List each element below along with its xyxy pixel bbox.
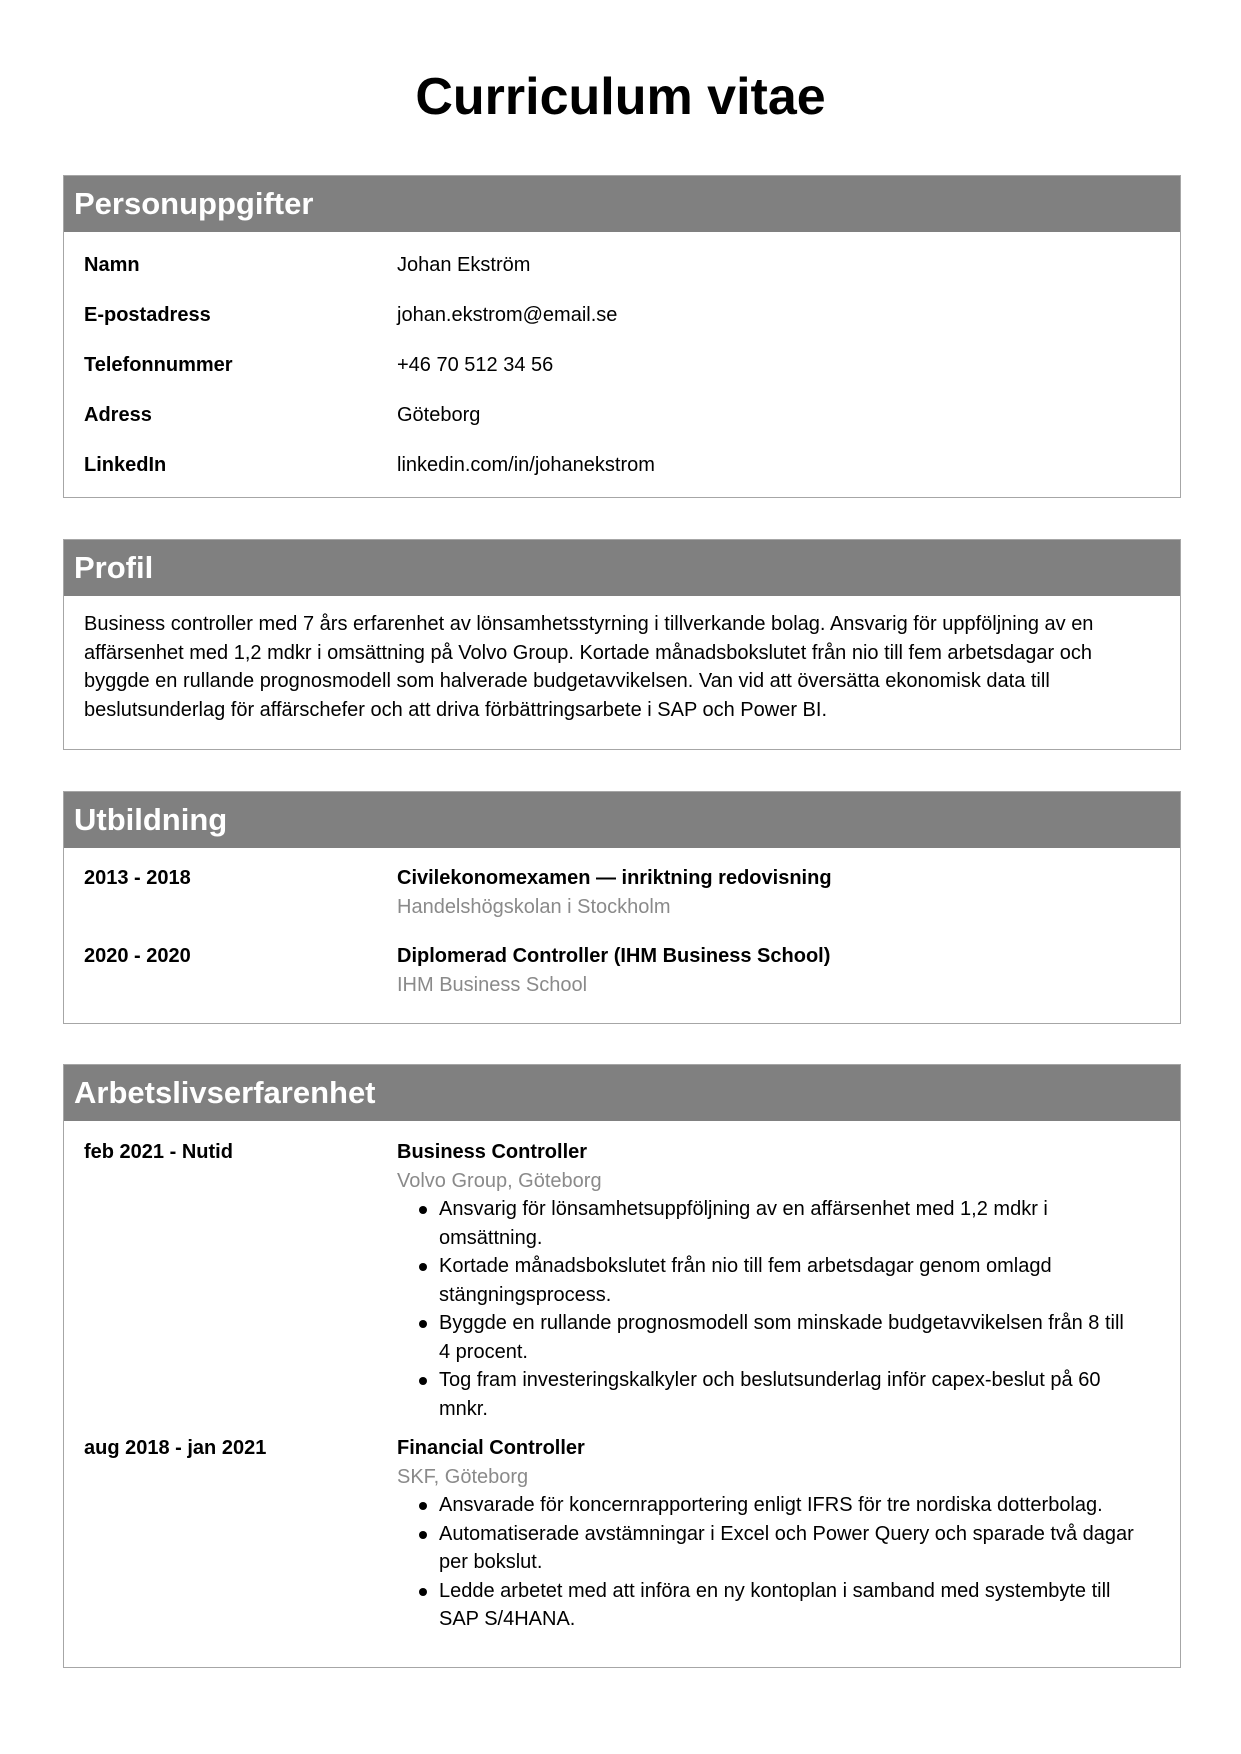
entry-bullets — [397, 1195, 1160, 1423]
row-label: Telefonnummer — [84, 354, 233, 376]
entry-employer: Volvo Group, Göteborg — [397, 1169, 602, 1192]
row-value: Göteborg — [397, 404, 481, 426]
bullet-item: Kortade månadsbokslutet från nio till fem arbetsdagar genom omlagd stängningsprocess. — [419, 1252, 1160, 1309]
entry-title: Diplomerad Controller (IHM Business School) — [397, 945, 831, 967]
section-heading-experience: Arbetslivserfarenhet — [64, 1065, 1180, 1121]
section-heading-personal: Personuppgifter — [64, 176, 1180, 232]
bullet-item: Ansvarig för lönsamhetsuppföljning av en affärsenhet med 1,2 mdkr i omsättning. — [419, 1195, 1160, 1252]
personal-row-name — [84, 253, 1160, 303]
profile-section — [63, 539, 1181, 750]
entry-institution: Handelshögskolan i Stockholm — [397, 895, 671, 918]
education-entry — [84, 942, 1160, 999]
bullet-item: Ansvarade för koncernrapportering enligt IFRS för tre nordiska dotterbolag. — [419, 1491, 1160, 1520]
row-value: johan.ekstrom@email.se — [397, 304, 618, 326]
experience-entry — [84, 1138, 1160, 1423]
entry-date: aug 2018 - jan 2021 — [84, 1437, 267, 1459]
personal-row-phone — [84, 353, 1160, 403]
entry-title: Business Controller — [397, 1141, 588, 1163]
personal-row-linkedin — [84, 453, 1160, 503]
experience-section — [63, 1064, 1181, 1668]
entry-title: Civilekonomexamen — inriktning redovisning — [397, 867, 832, 889]
bullet-item: Tog fram investeringskalkyler och beslutsunderlag inför capex-beslut på 60 mnkr. — [419, 1366, 1160, 1423]
profile-text: Business controller med 7 års erfarenhet av lönsamhetsstyrning i tillverkande bolag. Ansvarig för uppföljning av en affärsenhet med 1,2 mdkr i omsättning på Volvo Group. Kortade månadsbokslutet från nio till fem arbetsdagar och byggde en rullande prognosmodell som halverade budgetavvikelsen. Van vid att översätta ekonomisk data till beslutsunderlag för affärschefer och att driva förbättringsarbete i SAP och Power BI. — [84, 613, 1094, 721]
entry-bullets — [397, 1491, 1160, 1634]
section-heading-education: Utbildning — [64, 792, 1180, 848]
row-label: Adress — [84, 404, 152, 426]
entry-date: 2013 - 2018 — [84, 867, 191, 889]
education-section — [63, 791, 1181, 1024]
bullet-item: Automatiserade avstämningar i Excel och Power Query och sparade två dagar per bokslut. — [419, 1520, 1160, 1577]
bullet-item: Byggde en rullande prognosmodell som minskade budgetavvikelsen från 8 till 4 procent. — [419, 1309, 1160, 1366]
experience-entry — [84, 1434, 1160, 1634]
page-title: Curriculum vitae — [415, 68, 826, 126]
personal-rows — [64, 232, 1180, 503]
row-label: LinkedIn — [84, 454, 167, 476]
row-value: +46 70 512 34 56 — [397, 354, 554, 376]
entry-employer: SKF, Göteborg — [397, 1465, 529, 1488]
entry-date: 2020 - 2020 — [84, 945, 191, 967]
entry-title: Financial Controller — [397, 1437, 585, 1459]
row-value: linkedin.com/in/johanekstrom — [397, 454, 655, 476]
education-entry — [84, 864, 1160, 921]
entry-institution: IHM Business School — [397, 973, 588, 996]
personal-row-email — [84, 303, 1160, 353]
section-heading-profile: Profil — [64, 540, 1180, 596]
row-value: Johan Ekström — [397, 254, 531, 276]
entry-date: feb 2021 - Nutid — [84, 1141, 233, 1163]
personal-row-address — [84, 403, 1160, 453]
row-label: Namn — [84, 254, 140, 276]
row-label: E-postadress — [84, 304, 211, 326]
personal-section — [63, 175, 1181, 498]
bullet-item: Ledde arbetet med att införa en ny kontoplan i samband med systembyte till SAP S/4HANA. — [419, 1577, 1160, 1634]
